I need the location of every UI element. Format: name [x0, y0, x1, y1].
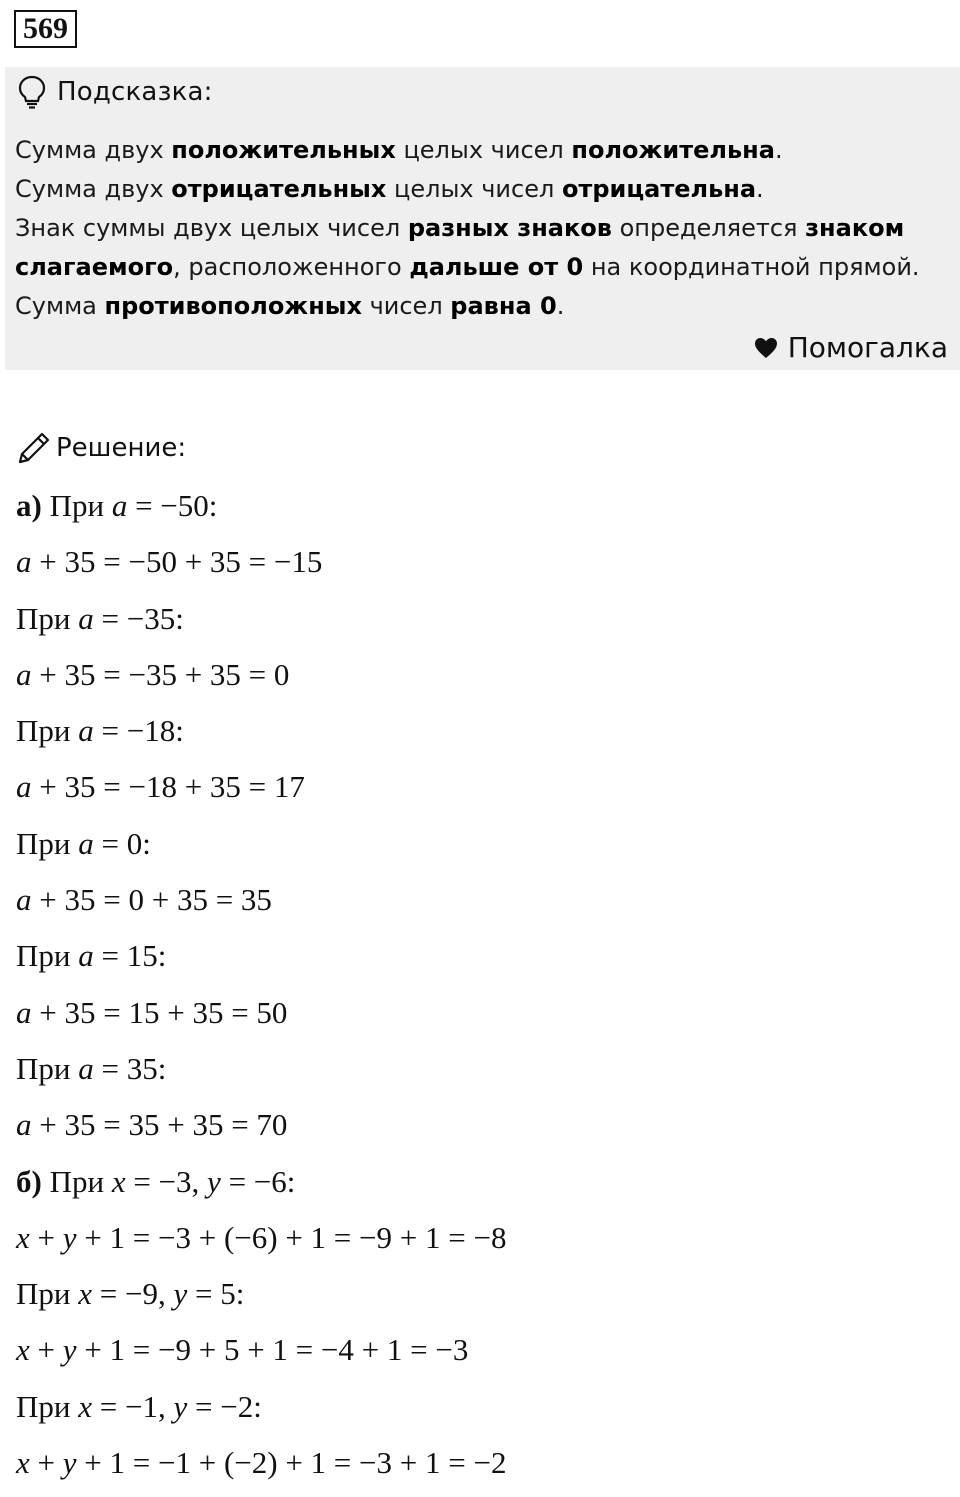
math-text: При	[16, 713, 79, 749]
solution-line	[16, 709, 506, 765]
solution-line	[16, 1441, 506, 1497]
variable: x	[78, 1388, 92, 1424]
hint-line	[15, 248, 945, 287]
hint-text-segment: на координатной прямой.	[583, 253, 920, 281]
hint-text-segment: целых чисел	[386, 175, 562, 203]
math-text: При	[41, 1163, 112, 1199]
math-text: При	[16, 1388, 79, 1424]
math-text: + 35 = −50 + 35 = −15	[31, 544, 323, 580]
variable: a	[16, 769, 32, 805]
hint-keyword: слагаемого	[15, 253, 174, 281]
hint-text-segment: Знак суммы двух целых чисел	[15, 214, 408, 242]
solution-line	[16, 1047, 506, 1103]
pencil-icon	[16, 430, 52, 466]
math-text: +	[29, 1332, 63, 1368]
variable: a	[16, 994, 32, 1030]
math-text: + 1 = −1 + (−2) + 1 = −3 + 1 = −2	[76, 1445, 507, 1481]
math-text: При	[16, 1050, 79, 1086]
math-text: = −50:	[127, 488, 218, 523]
math-text: + 1 = −3 + (−6) + 1 = −9 + 1 = −8	[76, 1219, 507, 1255]
hint-keyword: противоположных	[104, 292, 362, 320]
hint-keyword: равна 0	[450, 292, 557, 320]
math-text: = −1,	[92, 1388, 174, 1424]
brand-name: Помогалка	[787, 331, 948, 364]
math-text: = −18:	[93, 713, 184, 749]
solution-line	[16, 653, 506, 709]
heart-icon	[754, 337, 778, 359]
hint-line	[15, 287, 945, 326]
hint-box	[5, 67, 960, 370]
hint-keyword: дальше от 0	[409, 253, 584, 281]
math-text: При	[16, 1276, 79, 1312]
hint-title: Подсказка:	[57, 77, 213, 107]
hint-text-segment: Сумма двух	[15, 136, 172, 164]
variable: y	[62, 1219, 77, 1255]
variable: a	[78, 825, 94, 861]
hint-keyword: отрицательна	[561, 175, 757, 203]
math-text: +	[29, 1445, 63, 1481]
hint-keyword: отрицательных	[171, 175, 387, 203]
math-text: + 35 = 15 + 35 = 50	[31, 994, 288, 1030]
hint-text-segment: .	[556, 292, 565, 320]
math-text: При	[16, 600, 79, 636]
math-text: = −35:	[93, 600, 184, 636]
variable: a	[78, 938, 94, 974]
task-number: 569	[14, 10, 77, 48]
variable: a	[16, 544, 32, 580]
solution-line	[16, 597, 506, 653]
hint-header	[17, 75, 213, 109]
solution-title: Решение:	[56, 433, 187, 463]
hint-line	[15, 170, 945, 209]
variable: y	[62, 1332, 77, 1368]
math-text: = −6:	[220, 1163, 296, 1199]
variable: a	[111, 488, 128, 523]
math-text: = −9,	[92, 1276, 174, 1312]
math-text: = 5:	[187, 1276, 245, 1312]
variable: x	[78, 1276, 92, 1312]
variable: y	[207, 1163, 221, 1199]
solution-line	[16, 765, 506, 821]
hint-keyword: разных знаков	[407, 214, 612, 242]
variable: y	[173, 1276, 188, 1312]
math-text: При	[16, 825, 79, 861]
math-text: = 35:	[93, 1050, 167, 1086]
variable: x	[111, 1163, 126, 1199]
solution-line	[16, 484, 506, 540]
math-text: +	[29, 1219, 63, 1255]
hint-keyword: знаком	[805, 214, 905, 242]
math-text: При	[16, 938, 79, 974]
math-text: + 35 = 35 + 35 = 70	[31, 1107, 288, 1143]
variable: x	[16, 1219, 30, 1255]
variable: a	[16, 882, 32, 918]
hint-text-segment: , расположенного	[173, 253, 410, 281]
part-label: а)	[16, 488, 42, 523]
math-text: = 15:	[93, 938, 167, 974]
lightbulb-icon	[17, 75, 47, 109]
solution-lines	[16, 484, 506, 1497]
hint-text	[15, 131, 945, 326]
solution-line	[16, 1216, 506, 1272]
solution-line	[16, 1103, 506, 1159]
solution-line	[16, 1328, 506, 1384]
solution-line	[16, 934, 506, 990]
hint-text-segment: .	[756, 175, 764, 203]
variable: a	[78, 713, 94, 749]
solution-line	[16, 1160, 506, 1216]
variable: y	[173, 1388, 188, 1424]
hint-text-segment: Сумма	[15, 292, 105, 320]
solution-line	[16, 1272, 506, 1328]
math-text: При	[41, 488, 112, 523]
variable: y	[62, 1445, 77, 1481]
math-text: + 35 = −35 + 35 = 0	[31, 656, 290, 692]
solution-line	[16, 822, 506, 878]
variable: a	[78, 600, 94, 636]
solution-line	[16, 878, 506, 934]
math-text: + 1 = −9 + 5 + 1 = −4 + 1 = −3	[76, 1332, 469, 1368]
hint-text-segment: Сумма двух	[15, 175, 172, 203]
hint-line	[15, 209, 945, 248]
variable: a	[78, 1050, 94, 1086]
variable: x	[16, 1332, 30, 1368]
solution-line	[16, 1385, 506, 1441]
hint-text-segment: чисел	[361, 292, 451, 320]
part-label: б)	[16, 1163, 42, 1199]
math-text: = −2:	[187, 1388, 262, 1424]
hint-keyword: положительных	[171, 136, 396, 164]
variable: a	[16, 1107, 32, 1143]
solution-header	[16, 428, 186, 468]
hint-text-segment: целых чисел	[395, 136, 572, 164]
brand	[754, 331, 948, 364]
math-text: + 35 = −18 + 35 = 17	[31, 769, 305, 805]
hint-keyword: положительна	[571, 136, 775, 164]
variable: x	[16, 1445, 30, 1481]
math-text: = 0:	[93, 825, 151, 861]
math-text: + 35 = 0 + 35 = 35	[31, 882, 272, 918]
hint-text-segment: .	[774, 136, 783, 164]
variable: a	[16, 656, 32, 692]
solution-line	[16, 991, 506, 1047]
solution-line	[16, 540, 506, 596]
hint-text-segment: определяется	[611, 214, 806, 242]
hint-line	[15, 131, 945, 170]
math-text: = −3,	[125, 1163, 208, 1199]
